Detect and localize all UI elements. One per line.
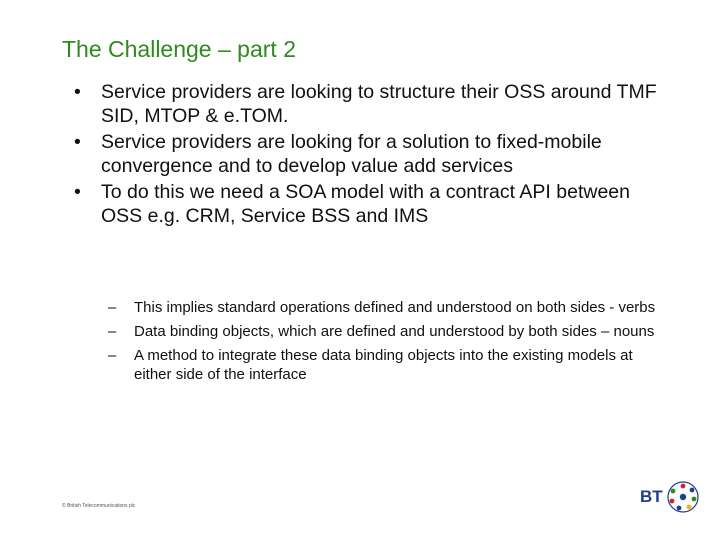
bullet-marker: • — [74, 81, 81, 103]
copyright-footer: © British Telecommunications plc — [62, 503, 136, 509]
bullet-list — [74, 80, 674, 230]
bullet-text: To do this we need a SOA model with a contract API between OSS e.g. CRM, Service BSS and IMS — [101, 181, 630, 227]
sub-bullet-list — [108, 298, 668, 389]
dash-marker: – — [108, 323, 117, 340]
sub-bullet-item — [108, 298, 668, 317]
bt-logo — [640, 480, 702, 514]
bullet-text: Service providers are looking to structure their OSS around TMF SID, MTOP & e.TOM. — [101, 81, 657, 127]
slide-title: The Challenge – part 2 — [62, 36, 296, 62]
bullet-marker: • — [74, 181, 81, 203]
sub-bullet-text: This implies standard operations defined and understood on both sides - verbs — [134, 299, 656, 316]
bullet-item — [74, 130, 674, 178]
sub-bullet-item — [108, 322, 668, 341]
bt-globe-icon — [666, 480, 700, 514]
bullet-item — [74, 180, 674, 228]
bullet-marker: • — [74, 131, 81, 153]
sub-bullet-text: Data binding objects, which are defined and understood by both sides – nouns — [134, 323, 655, 340]
dash-marker: – — [108, 299, 117, 316]
sub-bullet-item — [108, 346, 668, 384]
dash-marker: – — [108, 347, 117, 364]
bullet-text: Service providers are looking for a solution to fixed-mobile convergence and to develop value add services — [101, 131, 602, 177]
sub-bullet-text: A method to integrate these data binding objects into the existing models at either side of the interface — [134, 347, 633, 383]
bullet-item — [74, 80, 674, 128]
bt-logo-text: BT — [640, 487, 663, 506]
